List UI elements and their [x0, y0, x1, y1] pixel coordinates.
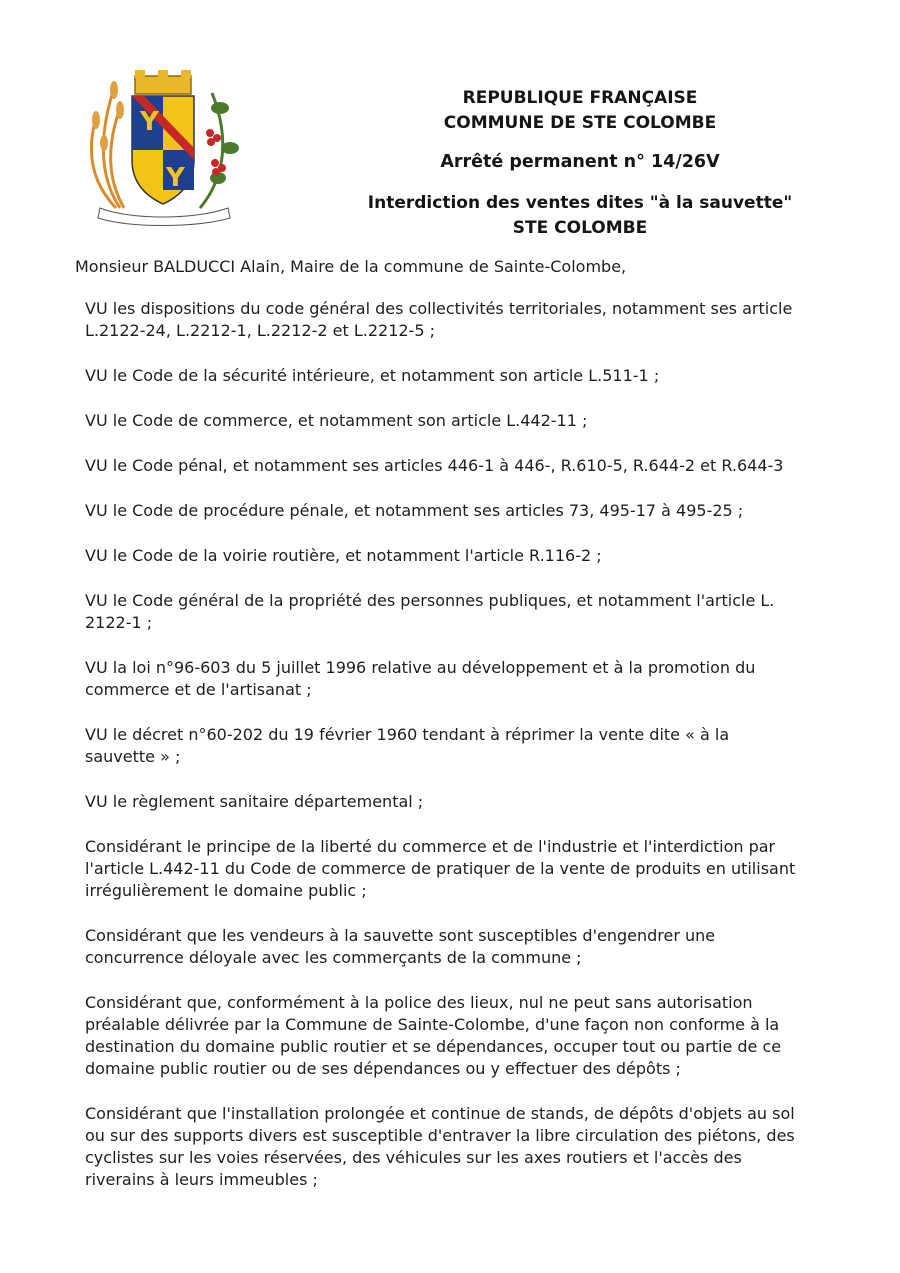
- recital-line: VU la loi n°96-603 du 5 juillet 1996 relative au développement et à la promotion du: [85, 658, 756, 677]
- decree-number: Arrêté permanent n° 14/26V: [440, 152, 720, 172]
- recital-line: destination du domaine public routier et se dépendances, occuper tout ou partie de ce: [85, 1037, 782, 1056]
- recital-paragraph: [85, 791, 837, 813]
- recital-line: sauvette » ;: [85, 747, 181, 766]
- recital-line: cyclistes sur les voies réservées, des véhicules sur les axes routiers et l'accès des: [85, 1148, 742, 1167]
- recital-line: 2122-1 ;: [85, 613, 153, 632]
- recital-paragraph: [85, 590, 837, 634]
- recital-paragraph: [85, 657, 837, 701]
- svg-text:Y: Y: [140, 107, 159, 137]
- recital-line: VU le Code de la sécurité intérieure, et notamment son article L.511-1 ;: [85, 366, 660, 385]
- recital-line: Considérant que les vendeurs à la sauvette sont susceptibles d'engendrer une: [85, 926, 716, 945]
- recital-line: commerce et de l'artisanat ;: [85, 680, 312, 699]
- mayor-intro: Monsieur BALDUCCI Alain, Maire de la commune de Sainte-Colombe,: [75, 257, 627, 276]
- recital-line: préalable délivrée par la Commune de Sainte-Colombe, d'une façon non conforme à la: [85, 1015, 780, 1034]
- recital-paragraph: [85, 836, 837, 902]
- recital-line: domaine public routier ou de ses dépendances ou y effectuer des dépôts ;: [85, 1059, 681, 1078]
- recital-line: ou sur des supports divers est susceptible d'entraver la libre circulation des piétons, des: [85, 1126, 795, 1145]
- recital-line: l'article L.442-11 du Code de commerce de pratiquer de la vente de produits en utilisant: [85, 859, 796, 878]
- recital-line: VU le Code de procédure pénale, et notamment ses articles 73, 495-17 à 495-25 ;: [85, 501, 744, 520]
- recital-paragraph: [85, 724, 837, 768]
- recital-line: Considérant que, conformément à la police des lieux, nul ne peut sans autorisation: [85, 993, 753, 1012]
- recital-paragraph: [85, 1103, 837, 1191]
- recitals-section: [85, 298, 837, 1258]
- recital-line: VU les dispositions du code général des collectivités territoriales, notamment ses article: [85, 299, 793, 318]
- recital-line: concurrence déloyale avec les commerçants de la commune ;: [85, 948, 582, 967]
- recital-paragraph: [85, 298, 837, 342]
- recital-line: VU le règlement sanitaire départemental ;: [85, 792, 424, 811]
- svg-text:Y: Y: [166, 163, 185, 193]
- recital-paragraph: [85, 925, 837, 969]
- decree-location: STE COLOMBE: [512, 218, 648, 238]
- recital-line: Considérant le principe de la liberté du commerce et de l'industrie et l'interdiction par: [85, 837, 776, 856]
- commune-heading: COMMUNE DE STE COLOMBE: [443, 113, 717, 133]
- recital-line: VU le décret n°60-202 du 19 février 1960 tendant à réprimer la vente dite « à la: [85, 725, 730, 744]
- recital-line: VU le Code de la voirie routière, et notamment l'article R.116-2 ;: [85, 546, 602, 565]
- recital-paragraph: [85, 500, 837, 522]
- recital-line: Considérant que l'installation prolongée et continue de stands, de dépôts d'objets au sol: [85, 1104, 795, 1123]
- recital-paragraph: [85, 545, 837, 567]
- recital-line: L.2122-24, L.2212-1, L.2212-2 et L.2212-5 ;: [85, 321, 435, 340]
- republic-heading: REPUBLIQUE FRANÇAISE: [462, 88, 698, 108]
- recital-line: VU le Code de commerce, et notamment son article L.442-11 ;: [85, 411, 588, 430]
- recital-line: VU le Code général de la propriété des personnes publiques, et notamment l'article L.: [85, 591, 775, 610]
- recital-paragraph: [85, 992, 837, 1080]
- recital-paragraph: [85, 365, 837, 387]
- municipal-crest-icon: [80, 68, 245, 226]
- recital-line: VU le Code pénal, et notamment ses articles 446-1 à 446-, R.610-5, R.644-2 et R.644-3: [85, 456, 784, 475]
- recital-line: riverains à leurs immeubles ;: [85, 1170, 318, 1189]
- recital-paragraph: [85, 455, 837, 477]
- recital-line: irrégulièrement le domaine public ;: [85, 881, 367, 900]
- recital-paragraph: [85, 410, 837, 432]
- decree-subject: Interdiction des ventes dites "à la sauvette": [367, 193, 793, 213]
